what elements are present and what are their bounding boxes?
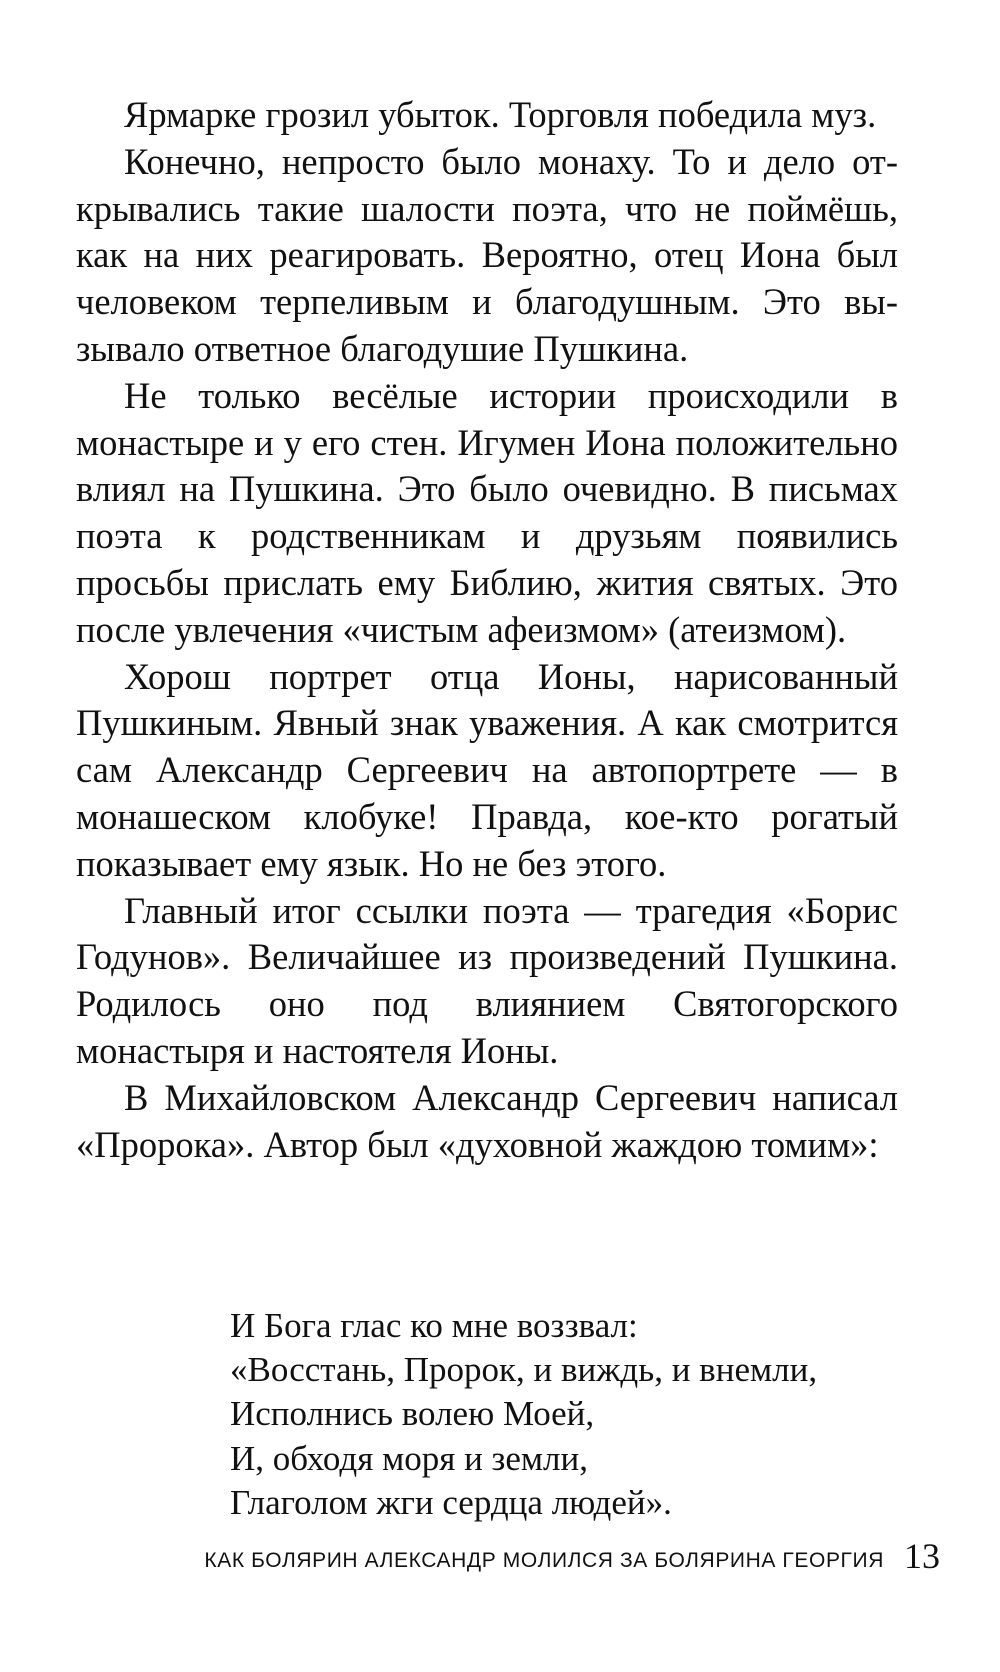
paragraph: Конечно, непросто было монаху. То и дело открывались такие шалости поэта, что не поймёшь, как на них реагировать. Вероятно, отец Иона был человеком терпеливым и благодушным. Это вызывало ответное благодушие Пушкина. [76,140,898,369]
paragraph: Ярмарке грозил убыток. Торговля победила муз. [124,94,877,135]
paragraph: В Михайловском Александр Сергеевич написал «Пророка». Автор был «духовной жаждою томим»: [76,1076,898,1165]
poem-line: Глаголом жги сердца людей». [230,1482,672,1522]
poem-line: И, обходя моря и земли, [230,1438,588,1478]
body-text [76,92,898,1168]
poem-line: «Восстань, Пророк, и виждь, и внемли, [230,1350,818,1390]
paragraph: Не только весёлые истории происходили в монастыре и у его стен. Игумен Иона положительно влиял на Пушкина. Это было очевидно. В письмах поэта к родственникам и друзьям появились просьбы прислать ему Библию, жития святых. Это после увлечения «чистым афеизмом» (атеизмом). [76,374,898,650]
page-number: 13 [904,1536,940,1576]
paragraph: Главный итог ссылки поэта — трагедия «Борис Годунов». Величайшее из произведений Пушкина. Родилось оно под влиянием Святогорского монастыря и настоятеля Ионы. [76,889,898,1071]
poem-quote [230,1304,880,1525]
running-head: КАК БОЛЯРИН АЛЕКСАНДР МОЛИЛСЯ ЗА БОЛЯРИНА ГЕОРГИЯ [204,1549,884,1572]
poem-line: Исполнись волею Моей, [230,1394,595,1434]
poem-line: И Бога глас ко мне воззвал: [230,1306,638,1345]
paragraph: Хорош портрет отца Ионы, нарисованный Пушкиным. Явный знак уважения. А как смотрится сам Александр Сергеевич на автопортрете — в монашеском клобуке! Правда, кое-кто рогатый показывает ему язык. Но не без этого. [76,655,898,884]
